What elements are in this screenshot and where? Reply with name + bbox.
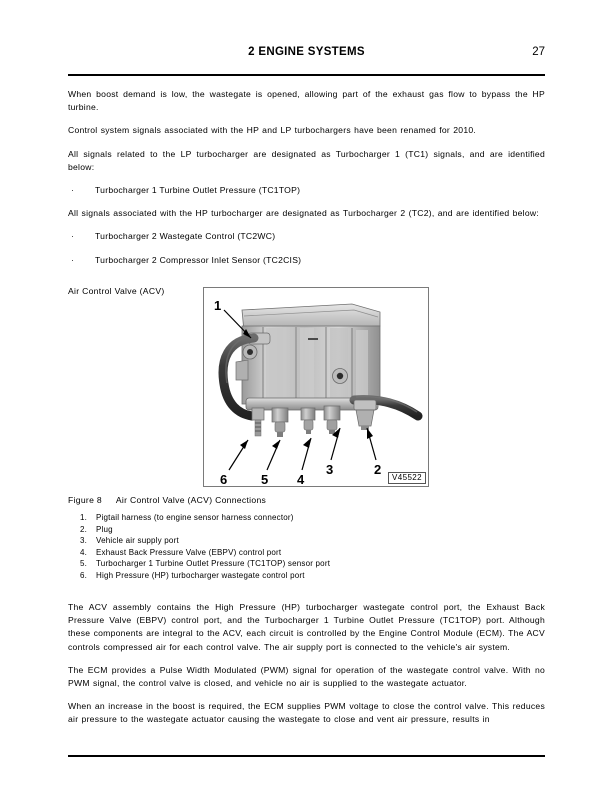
bullet-marker-icon: ·	[71, 231, 75, 242]
page-header	[68, 46, 545, 68]
callout-number-3: 3	[326, 462, 334, 477]
legend-item-number: 3.	[80, 536, 88, 545]
paragraph-5: The ACV assembly contains the High Pressure (HP) turbocharger wastegate control port, the Exhaust Back Pressure Valve (EBPV) control port, and the Turbocharger 1 Turbine Outlet Pressure (TC1TOP) port. Although these components are integral to the ACV, each circuit is controlled by the Engine Control Module (ECM). The ACV controls compressed air for each control valve. The air supply port is connected to the vehicle's air system.	[68, 602, 545, 652]
paragraph-2: Control system signals associated with the HP and LP turbochargers have been renamed for 2010.	[68, 125, 477, 136]
legend-item	[80, 535, 520, 547]
page-title: 2 ENGINE SYSTEMS	[248, 46, 365, 58]
bullet-item-tc1top	[68, 184, 545, 197]
body-content-upper	[68, 88, 545, 304]
legend-item-number: 1.	[80, 513, 88, 522]
callout-number-5: 5	[261, 472, 269, 486]
paragraph-7: When an increase in the boost is required, the ECM supplies PWM voltage to close the control valve. This reduces air pressure to the wastegate actuator causing the wastegate to close and vent air pressure, results in	[68, 701, 545, 725]
legend-item	[80, 512, 520, 524]
figure-caption	[68, 495, 266, 505]
paragraph-1: When boost demand is low, the wastegate is opened, allowing part of the exhaust gas flow to bypass the HP turbine.	[68, 89, 545, 113]
legend-item	[80, 570, 520, 582]
bullet-item-tc2cis	[68, 254, 545, 267]
legend-item-number: 5.	[80, 559, 88, 568]
bullet-marker-icon: ·	[71, 254, 75, 265]
figure-air-control-valve	[203, 287, 429, 487]
legend-item-number: 4.	[80, 547, 88, 557]
valve-body	[236, 304, 380, 410]
callout-number-2: 2	[374, 462, 382, 477]
figure-image-code: V45522	[388, 472, 426, 484]
page-number: 27	[532, 46, 545, 58]
legend-item	[80, 547, 520, 559]
body-content-lower	[68, 601, 545, 737]
callout-number-6: 6	[220, 472, 228, 486]
legend-item-label: Turbocharger 1 Turbine Outlet Pressure (TC1TOP) sensor port	[96, 559, 331, 568]
figure-legend-list	[80, 512, 520, 581]
figure-frame	[203, 287, 429, 487]
paragraph-4: All signals associated with the HP turbocharger are designated as Turbocharger 2 (TC2), and are identified below:	[68, 208, 539, 219]
bullet-marker-icon: ·	[71, 185, 75, 196]
legend-item-number: 2.	[80, 524, 88, 534]
legend-item-label: Exhaust Back Pressure Valve (EBPV) control port	[96, 547, 282, 557]
bullet-item-label: Turbocharger 1 Turbine Outlet Pressure (TC1TOP)	[95, 185, 301, 196]
legend-item-label: Pigtail harness (to engine sensor harness connector)	[96, 513, 294, 522]
legend-item	[80, 558, 520, 570]
section-heading-acv: Air Control Valve (ACV)	[68, 285, 165, 296]
legend-item-label: Vehicle air supply port	[96, 536, 179, 545]
figure-caption-text: Air Control Valve (ACV) Connections	[115, 495, 267, 505]
legend-item-number: 6.	[80, 570, 88, 580]
legend-item-label: Plug	[96, 524, 113, 534]
acv-photo-illustration	[204, 288, 428, 486]
figure-caption-label: Figure 8	[68, 495, 102, 505]
callout-number-4: 4	[297, 472, 305, 486]
bullet-item-label: Turbocharger 2 Wastegate Control (TC2WC)	[95, 231, 276, 242]
header-rule	[68, 74, 545, 76]
paragraph-3: All signals related to the LP turbocharger are designated as Turbocharger 1 (TC1) signals, and are identified below:	[68, 148, 545, 172]
bullet-item-label: Turbocharger 2 Compressor Inlet Sensor (TC2CIS)	[95, 254, 302, 265]
bullet-item-tc2wc	[68, 230, 545, 243]
legend-item	[80, 524, 520, 536]
footer-rule	[68, 755, 545, 757]
legend-item-label: High Pressure (HP) turbocharger wastegate control port	[96, 570, 305, 580]
callout-number-1: 1	[214, 298, 222, 313]
paragraph-6: The ECM provides a Pulse Width Modulated (PWM) signal for operation of the wastegate control valve. With no PWM signal, the control valve is closed, and vehicle no air is supplied to the wastegate actuator.	[68, 664, 545, 689]
